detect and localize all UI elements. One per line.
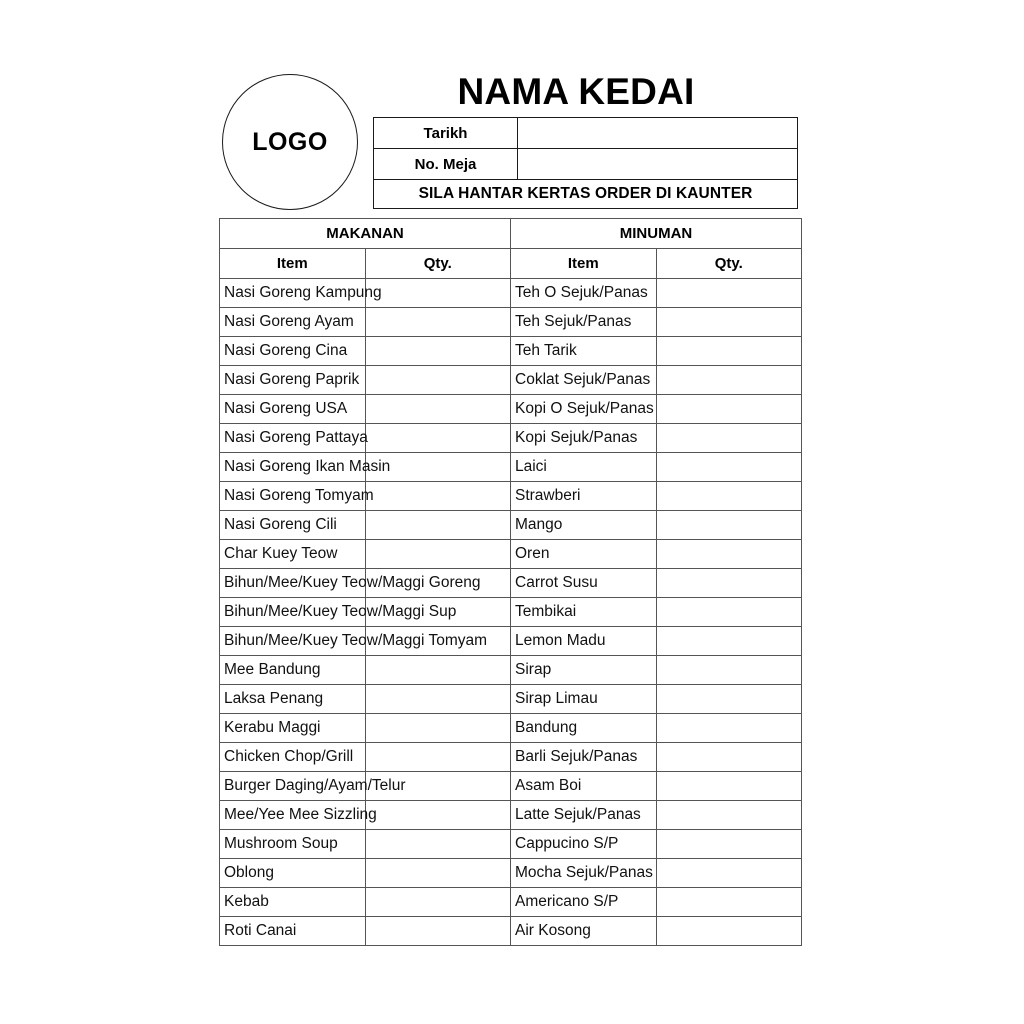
menu-table-head <box>220 219 802 279</box>
menu-row <box>220 511 802 540</box>
menu-row <box>220 627 802 656</box>
food-qty-cell[interactable] <box>365 685 511 714</box>
drink-item-cell: Sirap <box>511 656 657 685</box>
food-item-cell: Nasi Goreng Ikan Masin <box>220 453 366 482</box>
food-item-cell: Nasi Goreng Kampung <box>220 279 366 308</box>
menu-row <box>220 888 802 917</box>
food-item-cell: Nasi Goreng Paprik <box>220 366 366 395</box>
drink-qty-cell[interactable] <box>656 772 802 801</box>
food-item-cell: Nasi Goreng Cili <box>220 511 366 540</box>
info-row-no-meja <box>374 149 798 180</box>
drink-item-cell: Kopi O Sejuk/Panas <box>511 395 657 424</box>
drink-item-cell: Asam Boi <box>511 772 657 801</box>
drink-item-cell: Bandung <box>511 714 657 743</box>
menu-group-header-row <box>220 219 802 249</box>
food-item-cell: Char Kuey Teow <box>220 540 366 569</box>
drink-item-cell: Cappucino S/P <box>511 830 657 859</box>
food-qty-cell[interactable] <box>365 888 511 917</box>
food-qty-cell[interactable] <box>365 917 511 946</box>
food-qty-cell[interactable] <box>365 656 511 685</box>
food-qty-cell[interactable] <box>365 511 511 540</box>
menu-row <box>220 714 802 743</box>
menu-column-header-row <box>220 249 802 279</box>
food-item-cell: Kebab <box>220 888 366 917</box>
drink-item-cell: Teh Tarik <box>511 337 657 366</box>
menu-row <box>220 917 802 946</box>
menu-row <box>220 743 802 772</box>
food-qty-cell[interactable] <box>365 714 511 743</box>
food-qty-cell[interactable] <box>365 540 511 569</box>
info-label-no-meja: No. Meja <box>374 149 518 180</box>
menu-row <box>220 308 802 337</box>
drink-qty-cell[interactable] <box>656 801 802 830</box>
column-header-food-item: Item <box>220 249 366 279</box>
menu-table <box>219 218 802 946</box>
drink-qty-cell[interactable] <box>656 917 802 946</box>
drink-item-cell: Latte Sejuk/Panas <box>511 801 657 830</box>
menu-table-body <box>220 279 802 946</box>
drink-qty-cell[interactable] <box>656 888 802 917</box>
food-item-cell: Chicken Chop/Grill <box>220 743 366 772</box>
drink-item-cell: Teh O Sejuk/Panas <box>511 279 657 308</box>
food-item-cell: Mee/Yee Mee Sizzling <box>220 801 366 830</box>
menu-row <box>220 598 802 627</box>
drink-item-cell: Kopi Sejuk/Panas <box>511 424 657 453</box>
menu-row <box>220 453 802 482</box>
drink-item-cell: Mango <box>511 511 657 540</box>
drink-qty-cell[interactable] <box>656 714 802 743</box>
drink-qty-cell[interactable] <box>656 453 802 482</box>
drink-qty-cell[interactable] <box>656 859 802 888</box>
drink-qty-cell[interactable] <box>656 511 802 540</box>
menu-row <box>220 656 802 685</box>
food-item-cell: Oblong <box>220 859 366 888</box>
food-qty-cell[interactable] <box>365 279 511 308</box>
food-qty-cell[interactable] <box>365 830 511 859</box>
food-qty-cell[interactable] <box>365 395 511 424</box>
drink-item-cell: Air Kosong <box>511 917 657 946</box>
drink-item-cell: Oren <box>511 540 657 569</box>
drink-item-cell: Strawberi <box>511 482 657 511</box>
logo-placeholder <box>222 74 358 210</box>
drink-qty-cell[interactable] <box>656 395 802 424</box>
food-qty-cell[interactable] <box>365 424 511 453</box>
drink-item-cell: Teh Sejuk/Panas <box>511 308 657 337</box>
order-info-body <box>374 118 798 209</box>
column-header-drink-qty: Qty. <box>656 249 802 279</box>
drink-qty-cell[interactable] <box>656 308 802 337</box>
column-header-food-qty: Qty. <box>365 249 511 279</box>
menu-row <box>220 859 802 888</box>
drink-qty-cell[interactable] <box>656 627 802 656</box>
menu-row <box>220 337 802 366</box>
drink-item-cell: Laici <box>511 453 657 482</box>
drink-item-cell: Lemon Madu <box>511 627 657 656</box>
drink-item-cell: Tembikai <box>511 598 657 627</box>
column-header-drink-item: Item <box>511 249 657 279</box>
info-row-notice <box>374 180 798 209</box>
drink-item-cell: Coklat Sejuk/Panas <box>511 366 657 395</box>
menu-row <box>220 279 802 308</box>
group-header-makanan: MAKANAN <box>220 219 511 249</box>
menu-row <box>220 424 802 453</box>
food-qty-cell[interactable] <box>365 482 511 511</box>
food-item-cell: Bihun/Mee/Kuey Teow/Maggi Tomyam <box>220 627 366 656</box>
food-item-cell: Kerabu Maggi <box>220 714 366 743</box>
drink-item-cell: Sirap Limau <box>511 685 657 714</box>
menu-row <box>220 801 802 830</box>
drink-qty-cell[interactable] <box>656 685 802 714</box>
drink-qty-cell[interactable] <box>656 279 802 308</box>
menu-row <box>220 540 802 569</box>
food-item-cell: Nasi Goreng Ayam <box>220 308 366 337</box>
drink-item-cell: Americano S/P <box>511 888 657 917</box>
info-row-tarikh <box>374 118 798 149</box>
food-item-cell: Nasi Goreng Tomyam <box>220 482 366 511</box>
drink-item-cell: Mocha Sejuk/Panas <box>511 859 657 888</box>
menu-row <box>220 395 802 424</box>
food-item-cell: Burger Daging/Ayam/Telur <box>220 772 366 801</box>
food-item-cell: Bihun/Mee/Kuey Teow/Maggi Sup <box>220 598 366 627</box>
drink-qty-cell[interactable] <box>656 424 802 453</box>
drink-qty-cell[interactable] <box>656 482 802 511</box>
drink-qty-cell[interactable] <box>656 598 802 627</box>
food-qty-cell[interactable] <box>365 308 511 337</box>
order-info-box <box>373 117 798 209</box>
menu-row <box>220 482 802 511</box>
food-qty-cell[interactable] <box>365 859 511 888</box>
food-qty-cell[interactable] <box>365 743 511 772</box>
info-label-tarikh: Tarikh <box>374 118 518 149</box>
drink-qty-cell[interactable] <box>656 540 802 569</box>
menu-row <box>220 772 802 801</box>
group-header-minuman: MINUMAN <box>511 219 802 249</box>
drink-qty-cell[interactable] <box>656 569 802 598</box>
menu-row <box>220 830 802 859</box>
food-item-cell: Nasi Goreng Pattaya <box>220 424 366 453</box>
logo-label: LOGO <box>252 127 328 156</box>
counter-notice: SILA HANTAR KERTAS ORDER DI KAUNTER <box>374 180 798 209</box>
drink-qty-cell[interactable] <box>656 337 802 366</box>
food-item-cell: Bihun/Mee/Kuey Teow/Maggi Goreng <box>220 569 366 598</box>
food-item-cell: Nasi Goreng Cina <box>220 337 366 366</box>
food-item-cell: Laksa Penang <box>220 685 366 714</box>
drink-qty-cell[interactable] <box>656 366 802 395</box>
page-title: NAMA KEDAI <box>457 71 695 112</box>
food-qty-cell[interactable] <box>365 366 511 395</box>
drink-item-cell: Barli Sejuk/Panas <box>511 743 657 772</box>
drink-qty-cell[interactable] <box>656 743 802 772</box>
menu-row <box>220 685 802 714</box>
drink-item-cell: Carrot Susu <box>511 569 657 598</box>
food-item-cell: Mushroom Soup <box>220 830 366 859</box>
food-item-cell: Nasi Goreng USA <box>220 395 366 424</box>
menu-row <box>220 569 802 598</box>
food-item-cell: Mee Bandung <box>220 656 366 685</box>
food-item-cell: Roti Canai <box>220 917 366 946</box>
drink-qty-cell[interactable] <box>656 830 802 859</box>
food-qty-cell[interactable] <box>365 801 511 830</box>
drink-qty-cell[interactable] <box>656 656 802 685</box>
info-value-no-meja[interactable] <box>518 149 798 180</box>
menu-row <box>220 366 802 395</box>
food-qty-cell[interactable] <box>365 337 511 366</box>
info-value-tarikh[interactable] <box>518 118 798 149</box>
